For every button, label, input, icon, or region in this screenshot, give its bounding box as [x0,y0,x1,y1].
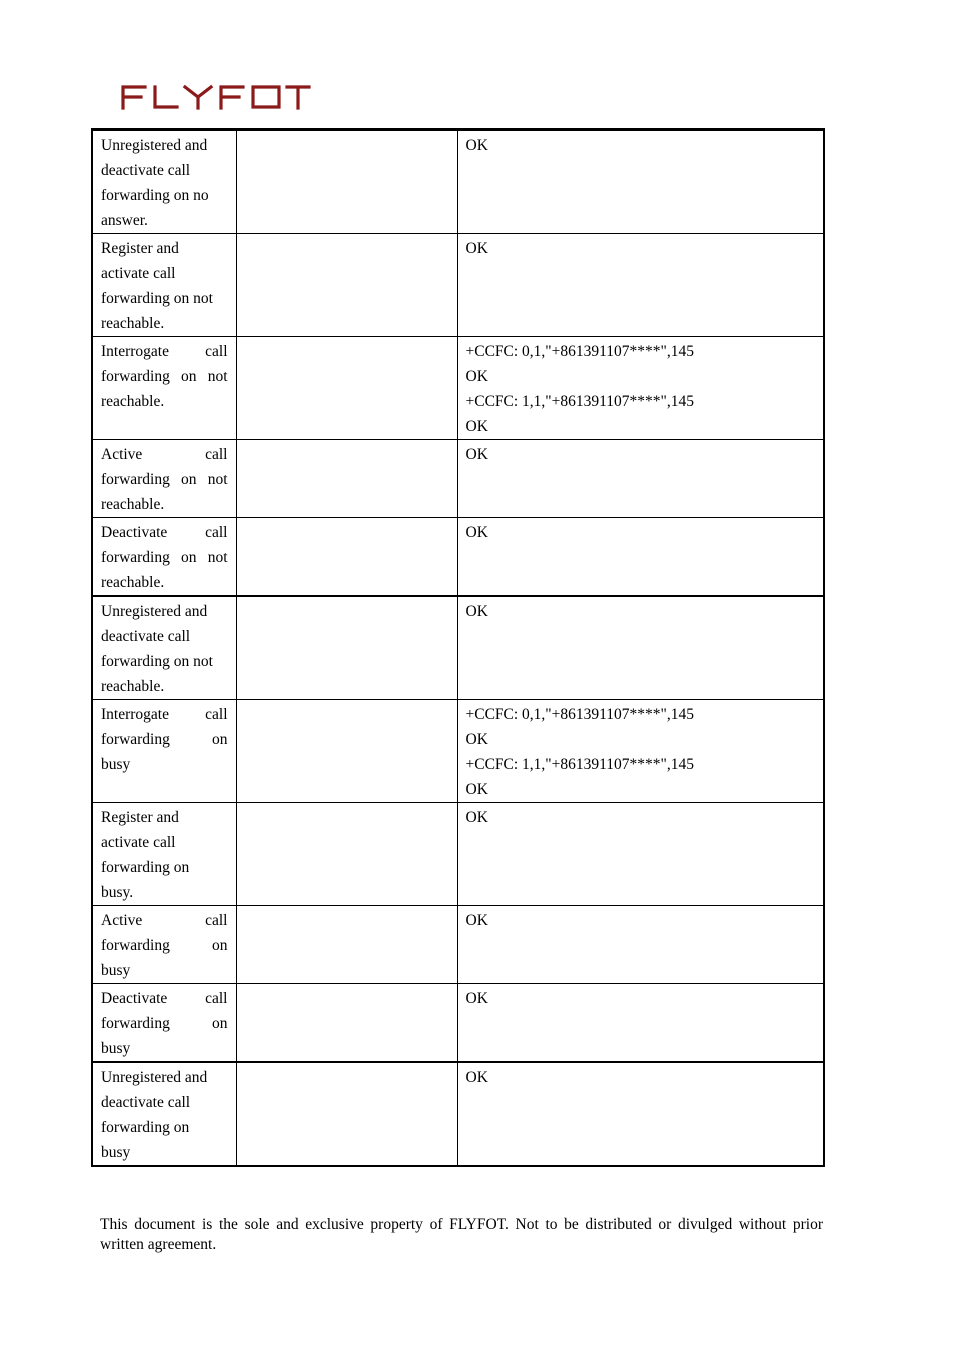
description-line: Unregistered and [101,603,208,620]
description-line: forwarding on not [101,471,228,488]
table-row [92,440,824,518]
description-line: forwarding on [101,1119,190,1136]
row-response [457,234,824,337]
description-line: forwarding on no [101,187,209,204]
row-command [236,906,457,984]
row-description [92,984,236,1063]
table-row [92,984,824,1063]
row-description [92,130,236,234]
row-description [92,337,236,440]
description-line: deactivate call [101,628,191,645]
table-row [92,596,824,700]
response-line: OK [465,240,488,257]
description-line: Active call [101,446,228,463]
description-line: busy [101,1144,131,1161]
description-line: Unregistered and [101,1069,208,1086]
table-row [92,700,824,803]
table-row [92,1062,824,1166]
row-response [457,440,824,518]
response-line: OK [465,990,488,1007]
description-line: activate call [101,265,176,282]
row-response [457,130,824,234]
description-line: Deactivate call [101,524,228,541]
description-line: forwarding on [101,731,228,748]
command-table [91,128,825,1167]
row-description [92,440,236,518]
description-line: deactivate call [101,162,191,179]
response-line: OK [465,418,488,435]
response-line: +CCFC: 1,1,"+861391107****",145 [465,393,695,410]
response-line: OK [465,446,488,463]
row-description [92,700,236,803]
row-response [457,984,824,1063]
description-line: busy. [101,884,134,901]
row-command [236,596,457,700]
description-line: Register and [101,809,179,826]
description-line: Active call [101,912,228,929]
row-command [236,984,457,1063]
table-row [92,803,824,906]
row-command [236,518,457,597]
description-line: forwarding on not [101,290,213,307]
response-line: OK [465,731,488,748]
footer-disclaimer: This document is the sole and exclusive property of FLYFOT. Not to be distributed or divulged without prior written agreement. [100,1216,823,1253]
response-line: +CCFC: 1,1,"+861391107****",145 [465,756,695,773]
row-command [236,337,457,440]
description-line: deactivate call [101,1094,191,1111]
row-command [236,700,457,803]
description-line: answer. [101,212,148,229]
description-line: forwarding on not [101,368,228,385]
row-response [457,803,824,906]
table-row [92,337,824,440]
row-command [236,130,457,234]
row-description [92,803,236,906]
description-line: Interrogate call [101,343,228,360]
row-command [236,234,457,337]
description-line: Register and [101,240,179,257]
table-row [92,906,824,984]
row-response [457,906,824,984]
flyfot-logo-icon [119,84,311,110]
response-line: OK [465,781,488,798]
description-line: Unregistered and [101,137,208,154]
response-line: +CCFC: 0,1,"+861391107****",145 [465,343,695,360]
description-line: forwarding on not [101,549,228,566]
response-line: OK [465,524,488,541]
description-line: Interrogate call [101,706,228,723]
description-line: reachable. [101,315,165,332]
row-description [92,234,236,337]
description-line: forwarding on [101,859,190,876]
row-response [457,700,824,803]
table-row [92,234,824,337]
response-line: OK [465,603,488,620]
response-line: OK [465,809,488,826]
description-line: busy [101,1040,131,1057]
description-line: reachable. [101,496,165,513]
row-response [457,596,824,700]
row-response [457,518,824,597]
description-line: forwarding on not [101,653,213,670]
description-line: busy [101,962,131,979]
description-line: forwarding on [101,937,228,954]
row-command [236,440,457,518]
description-line: Deactivate call [101,990,228,1007]
row-description [92,518,236,597]
row-response [457,337,824,440]
row-description [92,596,236,700]
description-line: busy [101,756,131,773]
row-command [236,1062,457,1166]
response-line: OK [465,137,488,154]
response-line: OK [465,368,488,385]
description-line: reachable. [101,678,165,695]
description-line: reachable. [101,574,165,591]
table-row [92,518,824,597]
description-line: reachable. [101,393,165,410]
response-line: +CCFC: 0,1,"+861391107****",145 [465,706,695,723]
description-line: forwarding on [101,1015,228,1032]
row-description [92,906,236,984]
command-table-body [92,130,824,1167]
flyfot-logo [119,84,311,110]
response-line: OK [465,912,488,929]
description-line: activate call [101,834,176,851]
row-command [236,803,457,906]
row-description [92,1062,236,1166]
table-row [92,130,824,234]
response-line: OK [465,1069,488,1086]
row-response [457,1062,824,1166]
